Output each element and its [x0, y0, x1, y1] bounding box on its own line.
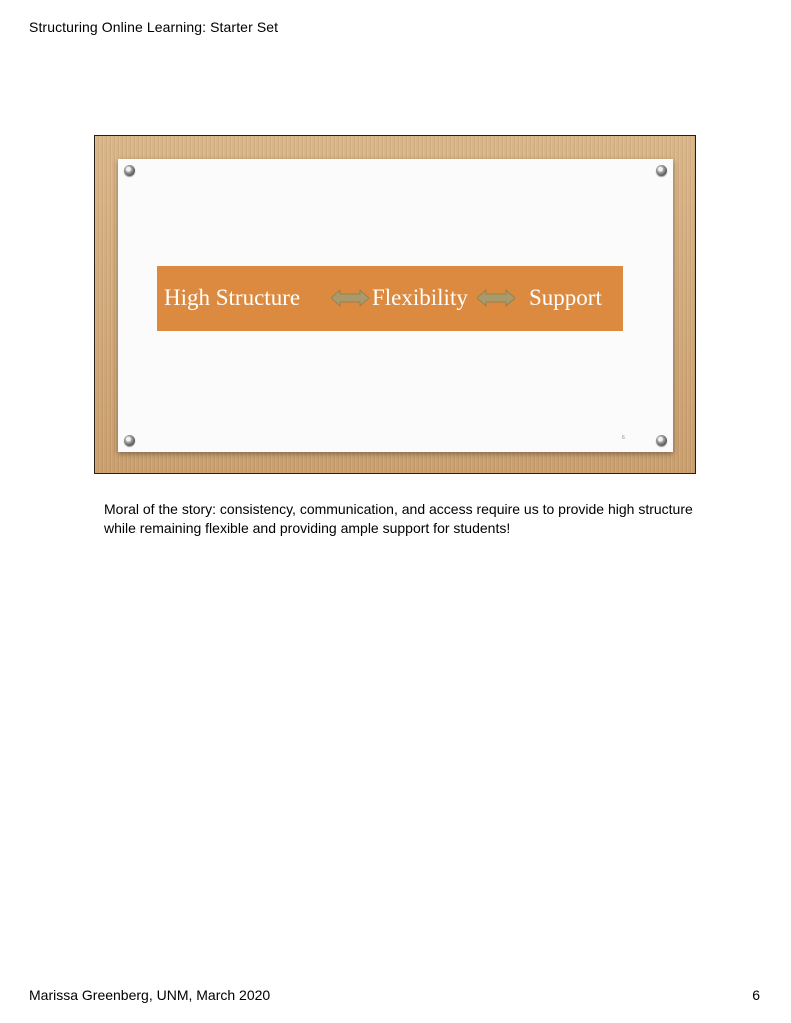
pin-icon: [656, 435, 667, 446]
pin-icon: [656, 165, 667, 176]
notes-text: Moral of the story: consistency, communication, and access require us to provide high structure while remaining flexible and providing ample support for students!: [104, 501, 693, 536]
slide-number: 6: [622, 435, 625, 441]
double-arrow-icon: [331, 289, 369, 307]
banner: [157, 266, 623, 331]
double-arrow-icon: [477, 289, 515, 307]
footer-page-number: 6: [752, 987, 760, 1003]
slide-thumbnail: [94, 135, 696, 474]
footer-author: Marissa Greenberg, UNM, March 2020: [29, 987, 271, 1003]
header-title: Structuring Online Learning: Starter Set: [29, 19, 279, 35]
banner-item-flexibility: Flexibility: [372, 285, 468, 310]
banner-item-support: Support: [529, 285, 602, 310]
pin-icon: [124, 435, 135, 446]
pin-icon: [124, 165, 135, 176]
banner-item-high-structure: High Structure: [164, 285, 301, 310]
slide-paper: [118, 159, 673, 452]
